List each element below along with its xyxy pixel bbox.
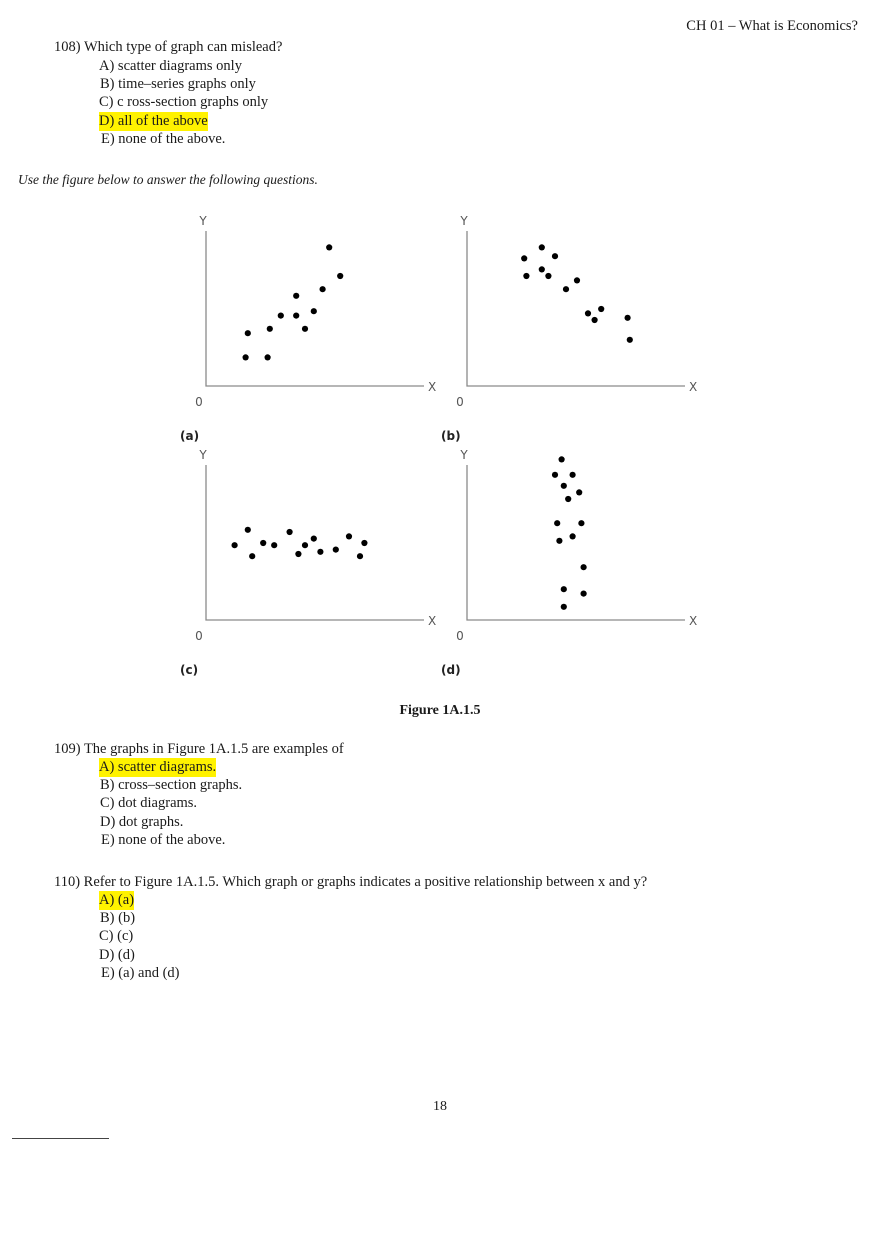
panel-1-point-10 <box>320 286 326 292</box>
panel-1-point-4 <box>267 326 273 332</box>
panel-4-point-7 <box>570 533 576 539</box>
panel-2-point-5 <box>545 273 551 279</box>
q110-stem: 110) Refer to Figure 1A.1.5. Which graph or graphs indicates a positive relationship between x and y? <box>54 874 648 890</box>
panel-2-x-label: X <box>689 380 698 394</box>
q110-option-a-answer: A) (a) <box>99 892 135 908</box>
panel-3-point-9 <box>311 536 317 542</box>
q108-option-e: E) none of the above. <box>101 131 226 147</box>
panel-4-point-12 <box>578 520 584 526</box>
panel-2-point-2 <box>523 273 529 279</box>
scatter-panel-2 <box>441 214 697 443</box>
panel-2-point-13 <box>627 337 633 343</box>
panel-4-x-label: X <box>689 614 698 628</box>
page-header: CH 01 – What is Economics? <box>686 18 858 34</box>
panel-3-point-5 <box>271 542 277 548</box>
scatter-panel-3 <box>180 448 436 677</box>
q108-option-c: C) c ross-section graphs only <box>99 94 269 110</box>
panel-3-point-11 <box>333 547 339 553</box>
panel-1-point-7 <box>302 326 308 332</box>
panel-4-point-13 <box>581 564 587 570</box>
panel-2-origin: 0 <box>456 395 464 409</box>
panel-3-point-1 <box>232 542 238 548</box>
panel-2-point-1 <box>521 255 527 261</box>
q110-option-b: B) (b) <box>100 910 136 926</box>
panel-4-point-3 <box>556 538 562 544</box>
panel-1-point-5 <box>278 313 284 319</box>
panel-1-point-3 <box>265 354 271 360</box>
q108-option-d-answer: D) all of the above <box>99 113 208 129</box>
panel-2-point-11 <box>598 306 604 312</box>
panel-3-x-label: X <box>428 614 437 628</box>
panel-3-point-3 <box>249 553 255 559</box>
panel-3-point-10 <box>317 549 323 555</box>
panel-3-label: (c) <box>180 663 199 677</box>
panel-4-point-11 <box>576 489 582 495</box>
panel-4-point-14 <box>581 591 587 597</box>
panel-2-point-6 <box>552 253 558 259</box>
panel-3-y-label: Y <box>199 448 207 462</box>
panel-2-axes <box>467 231 685 386</box>
q110-option-e: E) (a) and (d) <box>101 965 180 981</box>
panel-1-point-8 <box>311 308 317 314</box>
q108-stem: 108) Which type of graph can mislead? <box>54 39 283 55</box>
panel-4-label: (d) <box>441 663 461 677</box>
scatter-panel-4 <box>441 448 697 677</box>
panel-3-point-14 <box>361 540 367 546</box>
page-number: 18 <box>433 1099 447 1114</box>
panel-2-point-8 <box>574 277 580 283</box>
panel-3-point-6 <box>287 529 293 535</box>
figure-instruction: Use the figure below to answer the following questions. <box>18 172 318 187</box>
q110-option-c: C) (c) <box>99 928 134 944</box>
panel-4-point-10 <box>570 472 576 478</box>
panel-1-point-1 <box>243 354 249 360</box>
panel-4-point-2 <box>561 483 567 489</box>
panel-4-point-9 <box>554 520 560 526</box>
panel-4-point-8 <box>552 472 558 478</box>
panel-3-point-12 <box>346 533 352 539</box>
q109-option-e: E) none of the above. <box>101 832 226 848</box>
panel-1-origin: 0 <box>195 395 203 409</box>
panel-2-point-10 <box>592 317 598 323</box>
panel-1-point-9 <box>293 293 299 299</box>
panel-2-point-4 <box>539 266 545 272</box>
panel-4-y-label: Y <box>460 448 468 462</box>
panel-3-point-7 <box>295 551 301 557</box>
panel-3-origin: 0 <box>195 629 203 643</box>
panel-1-x-label: X <box>428 380 437 394</box>
figure-caption: Figure 1A.1.5 <box>399 703 481 718</box>
panel-1-label: (a) <box>180 429 200 443</box>
panel-4-point-1 <box>559 456 565 462</box>
panel-4-point-5 <box>561 604 567 610</box>
q109-option-d: D) dot graphs. <box>100 814 184 830</box>
panel-2-point-7 <box>563 286 569 292</box>
q109-option-b: B) cross–section graphs. <box>100 777 243 793</box>
panel-1-point-2 <box>245 330 251 336</box>
panel-3-point-4 <box>260 540 266 546</box>
panel-2-label: (b) <box>441 429 461 443</box>
panel-3-point-8 <box>302 542 308 548</box>
panel-2-point-12 <box>625 315 631 321</box>
panel-4-point-4 <box>561 586 567 592</box>
panel-3-point-13 <box>357 553 363 559</box>
q108-option-a: A) scatter diagrams only <box>99 58 242 74</box>
q109-option-a-answer: A) scatter diagrams. <box>99 759 217 775</box>
panel-3-axes <box>206 465 424 620</box>
panel-2-y-label: Y <box>460 214 468 228</box>
q108-option-b: B) time–series graphs only <box>100 76 256 92</box>
panel-4-point-6 <box>565 496 571 502</box>
panel-1-y-label: Y <box>199 214 207 228</box>
scatter-panel-1 <box>180 214 436 443</box>
panel-4-axes <box>467 465 685 620</box>
q109-stem: 109) The graphs in Figure 1A.1.5 are examples of <box>54 741 344 757</box>
panel-4-origin: 0 <box>456 629 464 643</box>
panel-2-point-3 <box>539 244 545 250</box>
panel-1-point-12 <box>337 273 343 279</box>
panel-3-point-2 <box>245 527 251 533</box>
panel-2-point-9 <box>585 310 591 316</box>
panel-1-point-11 <box>326 244 332 250</box>
q109-option-c: C) dot diagrams. <box>100 795 198 811</box>
footnote-rule <box>12 1138 109 1139</box>
panel-1-point-6 <box>293 313 299 319</box>
q110-option-d: D) (d) <box>99 947 135 963</box>
